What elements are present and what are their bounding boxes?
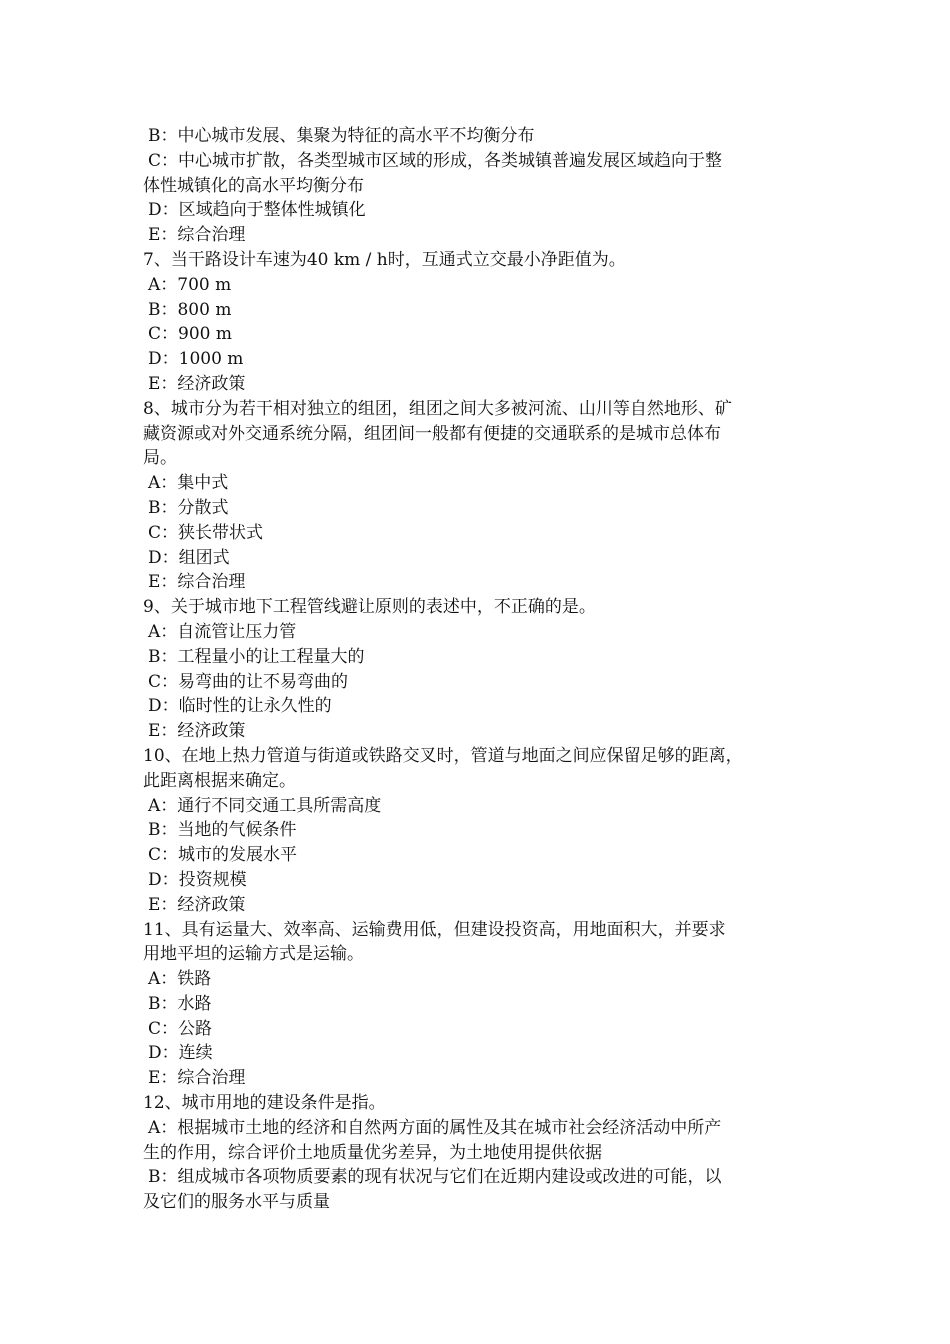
option-line: A：通行不同交通工具所需高度 [148,795,382,816]
option-line: D：投资规模 [148,869,247,890]
option-line: E：经济政策 [148,373,246,394]
text-line: 用地平坦的运输方式是运输。 [143,944,364,965]
option-line: A：自流管让压力管 [148,621,297,642]
option-line: D：组团式 [148,547,230,568]
option-line: B：组成城市各项物质要素的现有状况与它们在近期内建设或改进的可能，以 [148,1167,722,1188]
option-line: D：1000 m [148,349,244,370]
text-line: 及它们的服务水平与质量 [143,1192,330,1213]
text-line: 体性城镇化的高水平均衡分布 [143,175,364,196]
text-line: 生的作用，综合评价土地质量优劣差异，为土地使用提供依据 [143,1142,602,1163]
text-line: 7、当干路设计车速为40 km / h时，互通式立交最小净距值为。 [143,249,626,270]
option-line: C：900 m [148,324,232,345]
option-line: D：连续 [148,1043,213,1064]
option-line: B：当地的气候条件 [148,820,297,841]
option-line: A：集中式 [148,473,229,494]
option-line: A：铁路 [148,969,212,990]
option-line: C：公路 [148,1018,213,1039]
option-line: A：700 m [148,274,232,295]
text-line: 10、在地上热力管道与街道或铁路交叉时，管道与地面之间应保留足够的距离， [143,745,743,766]
option-line: C：易弯曲的让不易弯曲的 [148,671,349,692]
text-line: 此距离根据来确定。 [143,770,296,791]
text-line: 9、关于城市地下工程管线避让原则的表述中，不正确的是。 [143,597,596,618]
option-line: C：城市的发展水平 [148,845,298,866]
option-line: E：综合治理 [148,1068,246,1089]
text-line: 藏资源或对外交通系统分隔，组团间一般都有便捷的交通联系的是城市总体布 [143,423,721,444]
option-line: E：经济政策 [148,894,246,915]
option-line: C：中心城市扩散，各类型城市区域的形成，各类城镇普遍发展区域趋向于整 [148,150,723,171]
option-line: C：狭长带状式 [148,522,264,543]
option-line: E：综合治理 [148,572,246,593]
text-line: 12、城市用地的建设条件是指。 [143,1093,386,1114]
text-line: 11、具有运量大、效率高、运输费用低，但建设投资高，用地面积大，并要求 [143,919,726,940]
text-line: 局。 [143,448,177,469]
option-line: D：临时性的让永久性的 [148,696,332,717]
option-line: B：800 m [148,299,232,320]
option-line: B：中心城市发展、集聚为特征的高水平不均衡分布 [148,126,535,146]
document-body [143,124,815,1215]
text-line: 8、城市分为若干相对独立的组团，组团之间大多被河流、山川等自然地形、矿 [143,398,732,419]
option-line: B：分散式 [148,497,229,518]
option-line: A：根据城市土地的经济和自然两方面的属性及其在城市社会经济活动中所产 [148,1117,722,1138]
option-line: B：工程量小的让工程量大的 [148,646,365,667]
option-line: B：水路 [148,993,212,1014]
option-line: E：经济政策 [148,721,246,742]
option-line: E：综合治理 [148,225,246,246]
option-line: D：区域趋向于整体性城镇化 [148,200,366,221]
